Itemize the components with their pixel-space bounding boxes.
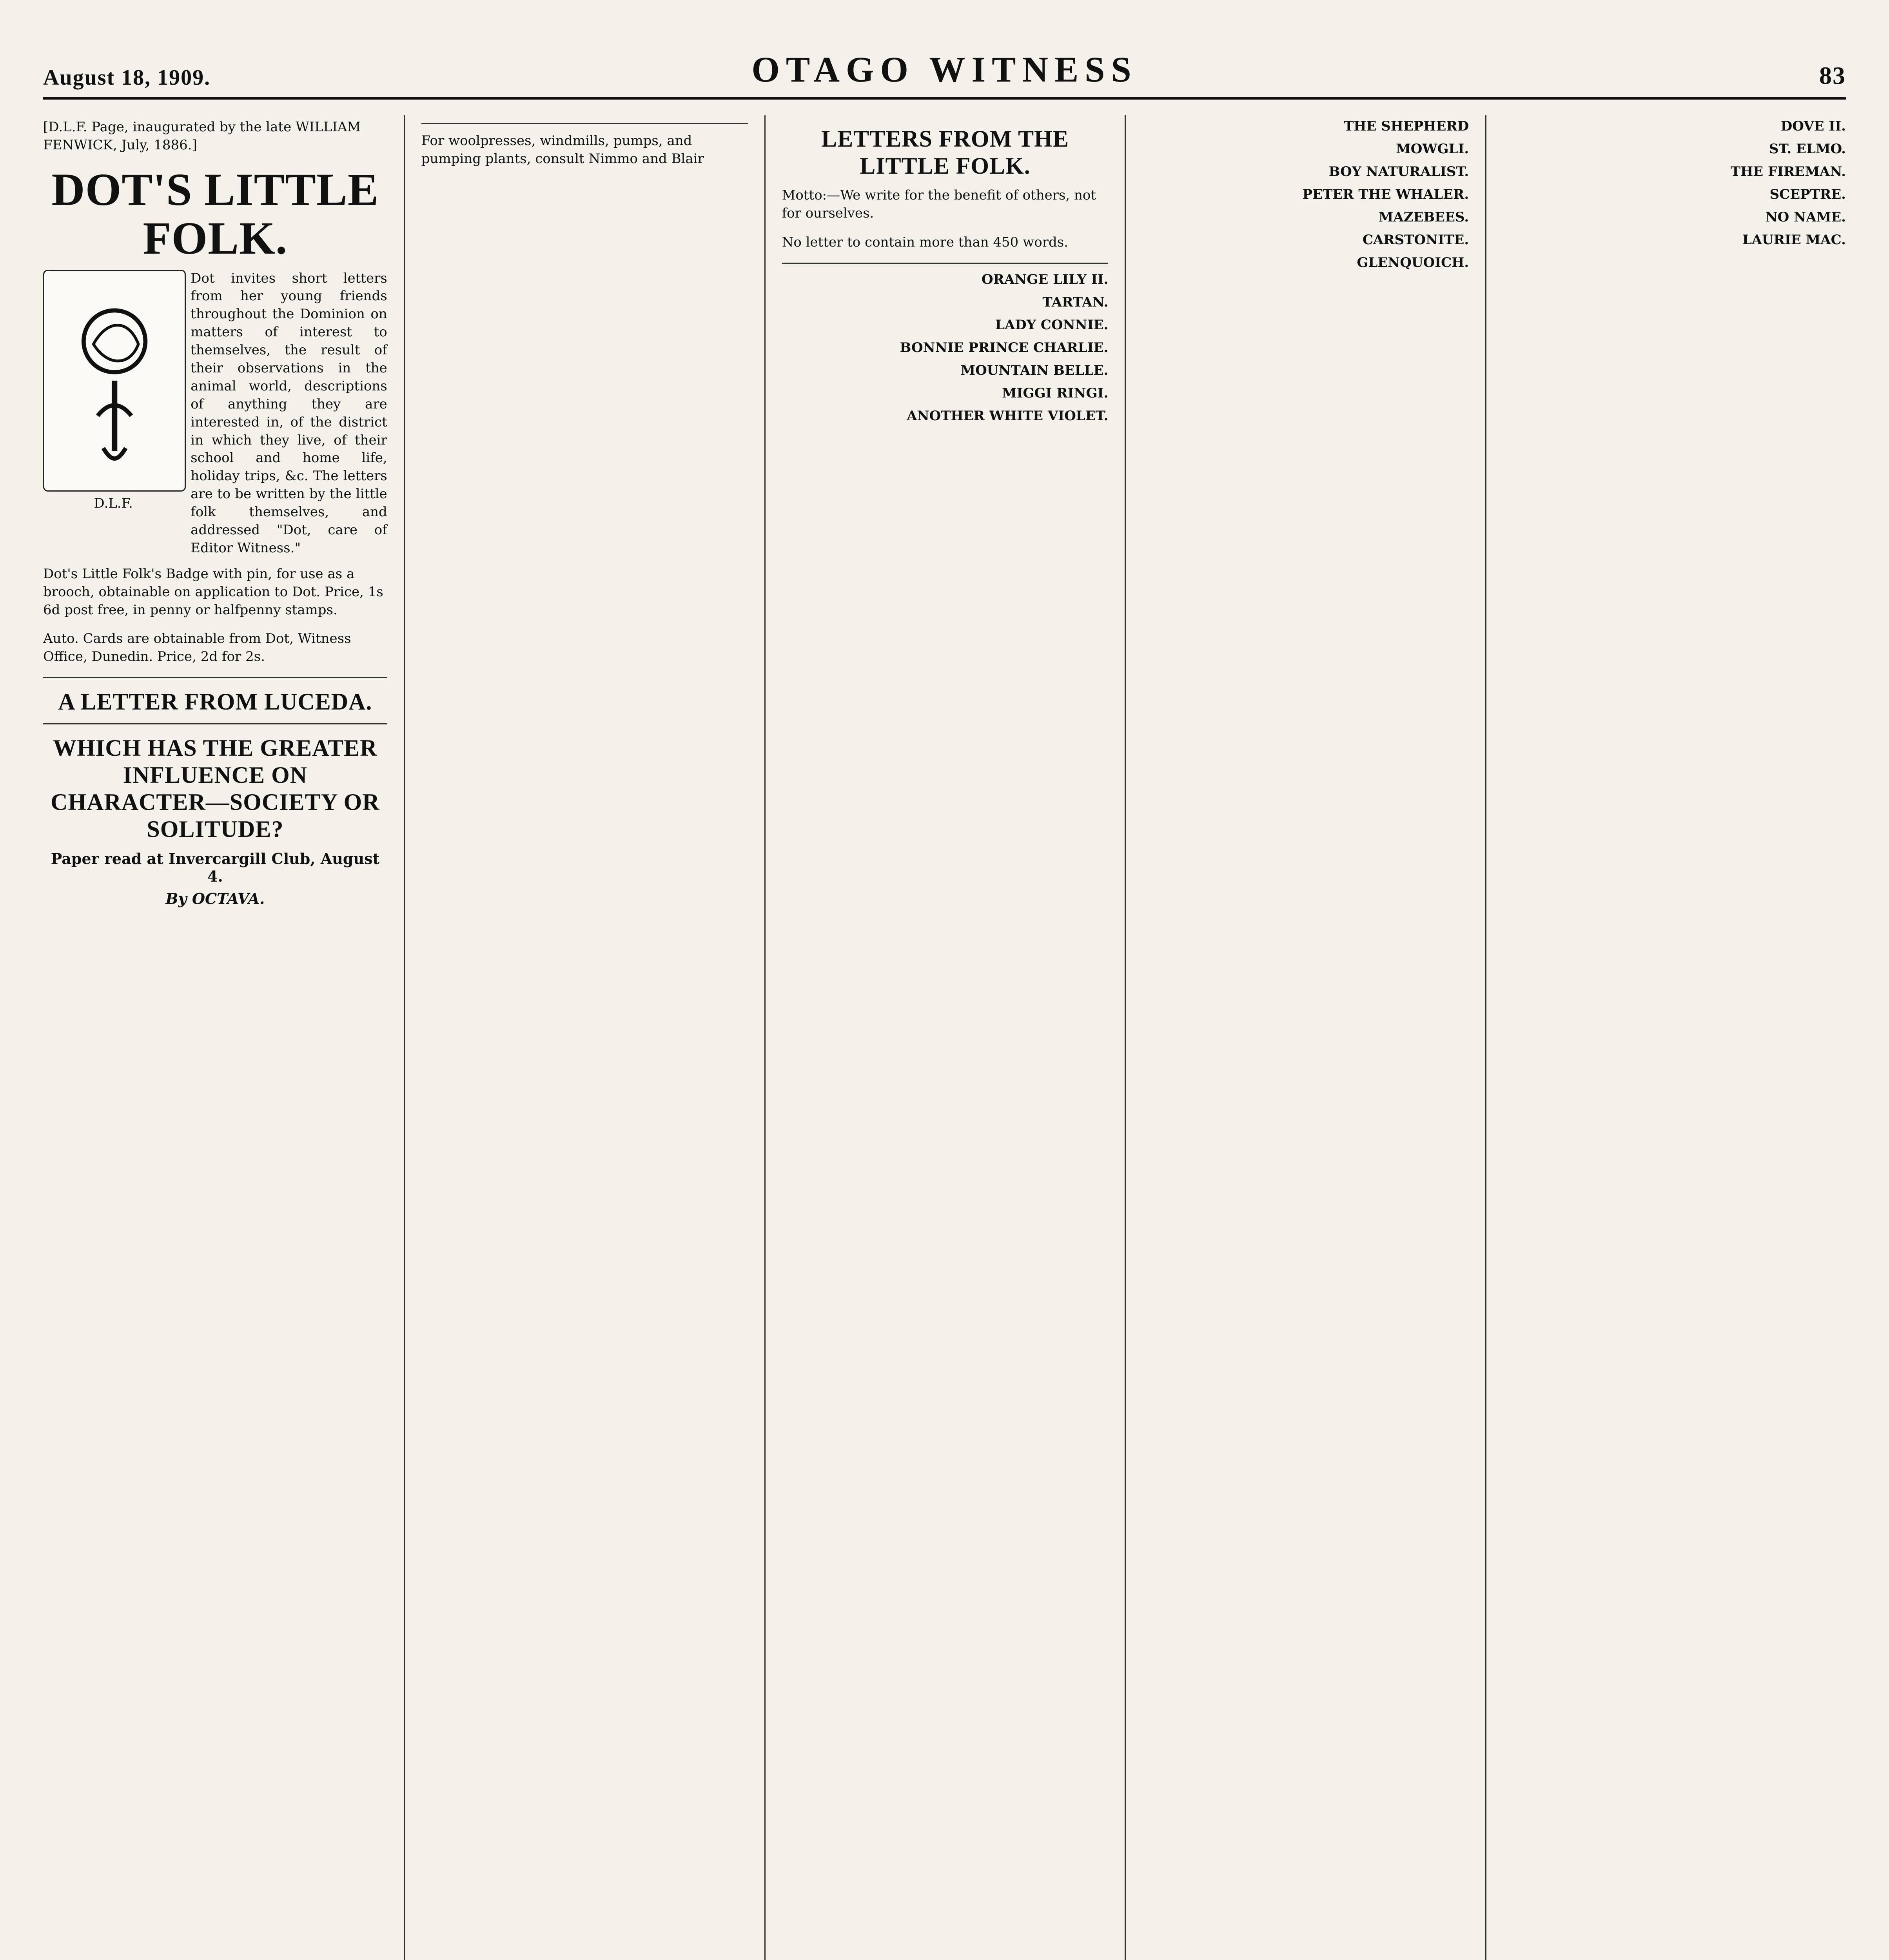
dlf-badge-emblem <box>43 270 186 492</box>
signoff: DOVE II. <box>1780 118 1846 134</box>
signoff: GLENQUOICH. <box>1357 255 1469 270</box>
signoff: MAZEBEES. <box>1378 209 1469 225</box>
badge-block <box>43 270 183 511</box>
divider <box>43 723 387 724</box>
badge-note: Dot's Little Folk's Badge with pin, for use as a brooch, obtainable on application to Dot. Price, 1s 6d post free, in penny or halfpenny stamps. <box>43 566 383 618</box>
signoff: NO NAME. <box>1765 209 1846 225</box>
divider <box>43 677 387 678</box>
signoff: ORANGE LILY II. <box>981 271 1109 287</box>
signoff: SCEPTRE. <box>1769 187 1846 202</box>
intro-text: Dot invites short letters from her young friends throughout the Dominion on matters of interest to themselves, the result of their observations in the animal world, descriptions of anything they are interested in, of the district in which they live, of their school and home life, holiday trips, &c. The letters are to be written by the little folk themselves, and addressed "Dot, care of Editor Witness." <box>191 270 387 556</box>
content-columns <box>43 115 1846 1960</box>
badge-and-intro <box>43 270 387 557</box>
badge-caption: D.L.F. <box>94 495 133 511</box>
letters-limit: No letter to contain more than 450 words. <box>782 234 1068 250</box>
signoff: CARSTONITE. <box>1362 232 1469 248</box>
column-3 <box>764 115 1125 1960</box>
section-title: DOT'S LITTLE FOLK. <box>51 163 379 264</box>
signoff: BOY NATURALIST. <box>1328 164 1469 180</box>
signoff: MIGGI RINGI. <box>1002 385 1109 401</box>
column-5 <box>1485 115 1846 1960</box>
albums-note: Auto. Cards are obtainable from Dot, Witness Office, Dunedin. Price, 2d for 2s. <box>43 631 351 665</box>
column-1 <box>43 115 404 1960</box>
dlf-emblem-icon <box>44 271 185 490</box>
inaugurated-note: [D.L.F. Page, inaugurated by the late WILLIAM FENWICK, July, 1886.] <box>43 119 361 153</box>
signoff: THE FIREMAN. <box>1730 164 1846 180</box>
signoff: ANOTHER WHITE VIOLET. <box>907 408 1109 424</box>
newspaper-title: OTAGO WITNESS <box>751 49 1138 89</box>
signoff: MOWGLI. <box>1396 141 1469 157</box>
which-subhead: Paper read at Invercargill Club, August 4. <box>51 850 380 886</box>
page-number: 83 <box>1819 62 1846 89</box>
letters-title: LETTERS FROM THE LITTLE FOLK. <box>821 126 1069 179</box>
advertisement-note: For woolpresses, windmills, pumps, and pumping plants, consult Nimmo and Blair <box>421 133 704 167</box>
which-title: WHICH HAS THE GREATER INFLUENCE ON CHARACTER—SOCIETY OR SOLITUDE? <box>51 735 380 842</box>
column-4 <box>1125 115 1485 1960</box>
signoff: TARTAN. <box>1042 294 1109 310</box>
signoff: MOUNTAIN BELLE. <box>960 362 1109 378</box>
letter-title: A LETTER FROM LUCEDA. <box>58 689 372 715</box>
signoff: LAURIE MAC. <box>1742 232 1846 248</box>
signoff: BONNIE PRINCE CHARLIE. <box>900 339 1109 356</box>
letters-motto: Motto:—We write for the benefit of others, not for ourselves. <box>782 187 1096 221</box>
which-byline: By OCTAVA. <box>165 890 265 908</box>
column-2 <box>404 115 764 1960</box>
divider <box>421 123 748 124</box>
masthead <box>43 47 1846 100</box>
issue-date: August 18, 1909. <box>43 65 211 90</box>
signoff: LADY CONNIE. <box>995 317 1109 333</box>
divider <box>782 263 1109 264</box>
signoff: THE SHEPHERD <box>1344 118 1469 134</box>
signoff: PETER THE WHALER. <box>1302 187 1469 202</box>
signoff: ST. ELMO. <box>1769 141 1846 157</box>
